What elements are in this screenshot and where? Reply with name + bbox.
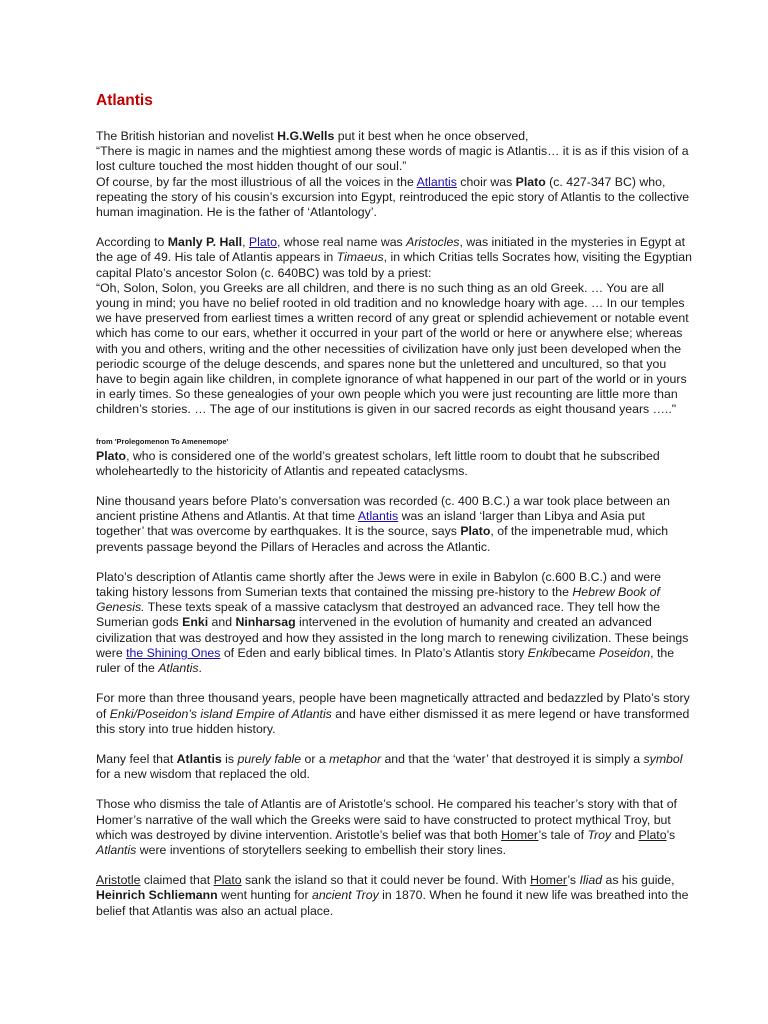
name-troy: Troy <box>587 827 612 842</box>
paragraph-schliemann <box>96 873 696 919</box>
text: (c. 427-347 BC) who, repeating the story of his cousin’s excursion into Egypt, reintroduced the epic story of Atlantis to the collective human imagination. He is the father of ‘Atlantology’. <box>96 174 690 220</box>
paragraph-wells <box>96 129 696 220</box>
text: of Eden and early biblical times. In Plato’s Atlantis story <box>220 645 528 660</box>
homer-link[interactable]: Homer <box>501 827 539 842</box>
text: in 1870. When he found it new life was breathed into the belief that Atlantis was also an actual place. <box>96 888 689 918</box>
plato-link[interactable]: Plato <box>248 235 277 250</box>
phrase-ancient-troy: ancient Troy <box>311 888 379 903</box>
name-plato: Plato <box>96 448 127 463</box>
name-atlantis: Atlantis <box>158 661 199 676</box>
name-poseidon: Poseidon <box>598 645 651 660</box>
text: was an island ‘larger than Libya and Asia put together’ that was overcome by earthquakes. It is the source, says <box>96 509 645 539</box>
text: , was initiated in the mysteries in Egypt at the age of 49. His tale of Atlantis appears in <box>96 235 685 265</box>
text: Those who dismiss the tale of Atlantis are of Aristotle’s school. He compared his teacher’s story with that of Homer’s narrative of the wall which the Greeks were said to have constructed to protect mythical Troy, but which was destroyed by divine intervention. Aristotle’s belief was that both <box>96 797 677 842</box>
atlantis-link[interactable]: Atlantis <box>357 509 399 524</box>
name-heinrich-schliemann: Heinrich Schliemann <box>96 888 218 903</box>
page-title: Atlantis <box>96 92 153 109</box>
text: for a new wisdom that replaced the old. <box>96 767 310 782</box>
text: sank the island so that it could never be found. With <box>241 873 531 888</box>
phrase-island-empire: Enki/Poseidon’s island Empire of Atlantis <box>109 706 332 721</box>
text: According to <box>96 235 168 250</box>
text: , the ruler of the <box>96 645 675 676</box>
priest-quote: “Oh, Solon, Solon, you Greeks are all children, and there is no such thing as an old Greek. … You are all young in mind; you have no belief rooted in old tradition and no knowledge hoary with age. … In our temples we have preserved from earliest times a written record of any great or splendid achievement or notable event which has come to our ears, whether it occurred in your part of the world or here or anywhere else; whereas with you and others, writing and the other necessities of civilization have only just been developed when the periodic scourge of the deluge descends, and spares none but the unlettered and uncultured, so that you have to begin again like children, in complete ignorance of what happened in our part of the world or in yours in early times. So these genealogies of your own people which you were just recounting are little more than children’s stories. … The age of our institutions is given in our sacred records as eight thousand years ….." <box>96 280 689 417</box>
text: These texts speak of a massive cataclysm that destroyed an advanced race. They tell how the Sumerian gods <box>96 600 661 630</box>
text: or a <box>301 751 330 766</box>
text: is <box>221 751 238 766</box>
paragraph-solon <box>96 235 696 417</box>
text: became <box>551 645 599 660</box>
homer-link[interactable]: Homer <box>530 873 568 888</box>
name-hg-wells: H.G.Wells <box>277 129 335 143</box>
text: Of course, by far the most illustrious of all the voices in the <box>96 174 417 189</box>
text: and <box>611 827 639 842</box>
phrase-purely-fable: purely fable <box>237 751 302 766</box>
text: , who is considered one of the world’s greatest scholars, left little room to doubt that he subscribed wholeheartedly to the historicity of Atlantis and repeated cataclysms. <box>96 448 660 478</box>
phrase-metaphor: metaphor <box>329 751 382 766</box>
text: , of the impenetrable mud, which prevents passage beyond the Pillars of Heracles and across the Atlantic. <box>96 524 669 554</box>
name-aristocles: Aristocles <box>406 235 460 250</box>
text: and have either dismissed it as mere legend or have transformed this story into true hidden history. <box>96 706 690 736</box>
plato-link[interactable]: Plato <box>213 873 242 888</box>
text: ’s tale of <box>538 827 588 842</box>
source-note: from 'Prolegomenon To Amenemope' <box>96 436 229 446</box>
text: were inventions of storytellers seeking to embellish their story lines. <box>136 842 507 857</box>
atlantis-link[interactable]: Atlantis <box>416 174 457 189</box>
name-atlantis: Atlantis <box>96 842 137 857</box>
text: intervened in the evolution of humanity and created an advanced civilization that was destroyed and how they assisted in the long march to renewing civilization. These beings were <box>96 615 689 660</box>
name-enki: Enki <box>182 615 209 630</box>
text: For more than three thousand years, people have been magnetically attracted and bedazzled by Plato’s story of <box>96 691 690 721</box>
text: , whose real name was <box>276 235 407 250</box>
text: . <box>198 661 202 676</box>
title-timaeus: Timaeus <box>336 250 384 265</box>
paragraph-plato-scholar <box>96 449 696 479</box>
text: Nine thousand years before Plato’s conversation was recorded (c. 400 B.C.) a war took place between an ancient pristine Athens and Atlantis. At that time <box>96 494 670 524</box>
text: choir was <box>456 174 516 189</box>
text: The British historian and novelist <box>96 129 278 143</box>
name-manly-p-hall: Manly P. Hall <box>167 235 243 250</box>
shining-ones-link[interactable]: the Shining Ones <box>126 645 221 660</box>
paragraph-sumerian <box>96 570 696 676</box>
aristotle-link[interactable]: Aristotle <box>96 873 141 888</box>
text: Plato’s description of Atlantis came shortly after the Jews were in exile in Babylon (c.600 B.C.) and were taking history lessons from Sumerian texts that contained the missing pre-history to the <box>96 569 662 600</box>
name-ninharsag: Ninharsag <box>235 615 296 630</box>
text: , <box>242 235 249 250</box>
text: claimed that <box>140 873 214 888</box>
name-atlantis: Atlantis <box>176 751 222 766</box>
text: Many feel that <box>96 751 177 766</box>
paragraph-fable <box>96 752 696 782</box>
text: went hunting for <box>217 888 312 903</box>
paragraph-three-thousand-years <box>96 691 696 737</box>
paragraph-nine-thousand-years <box>96 494 696 555</box>
name-enki: Enki <box>527 645 552 660</box>
name-plato: Plato <box>460 524 491 539</box>
text: and <box>208 615 236 630</box>
plato-link[interactable]: Plato <box>638 827 667 842</box>
paragraph-aristotle-school <box>96 797 696 858</box>
text: ’s <box>666 827 676 842</box>
text: put it best when he once observed, <box>334 129 529 143</box>
text: ’s <box>567 873 580 888</box>
text: as his guide, <box>602 873 675 888</box>
title-hebrew-genesis: Hebrew Book of Genesis. <box>96 585 660 615</box>
name-plato: Plato <box>515 174 546 189</box>
phrase-symbol: symbol <box>643 751 683 766</box>
text: , in which Critias tells Socrates how, visiting the Egyptian capital Plato’s ancestor Solon (c. 640BC) was told by a priest: <box>96 250 692 280</box>
wells-quote: “There is magic in names and the mightiest among these words of magic is Atlantis… it is as if this vision of a lost culture touched the most hidden thought of our soul.” <box>96 144 689 174</box>
title-iliad: Iliad <box>579 873 603 888</box>
text: and that the ‘water’ that destroyed it is simply a <box>381 751 644 766</box>
